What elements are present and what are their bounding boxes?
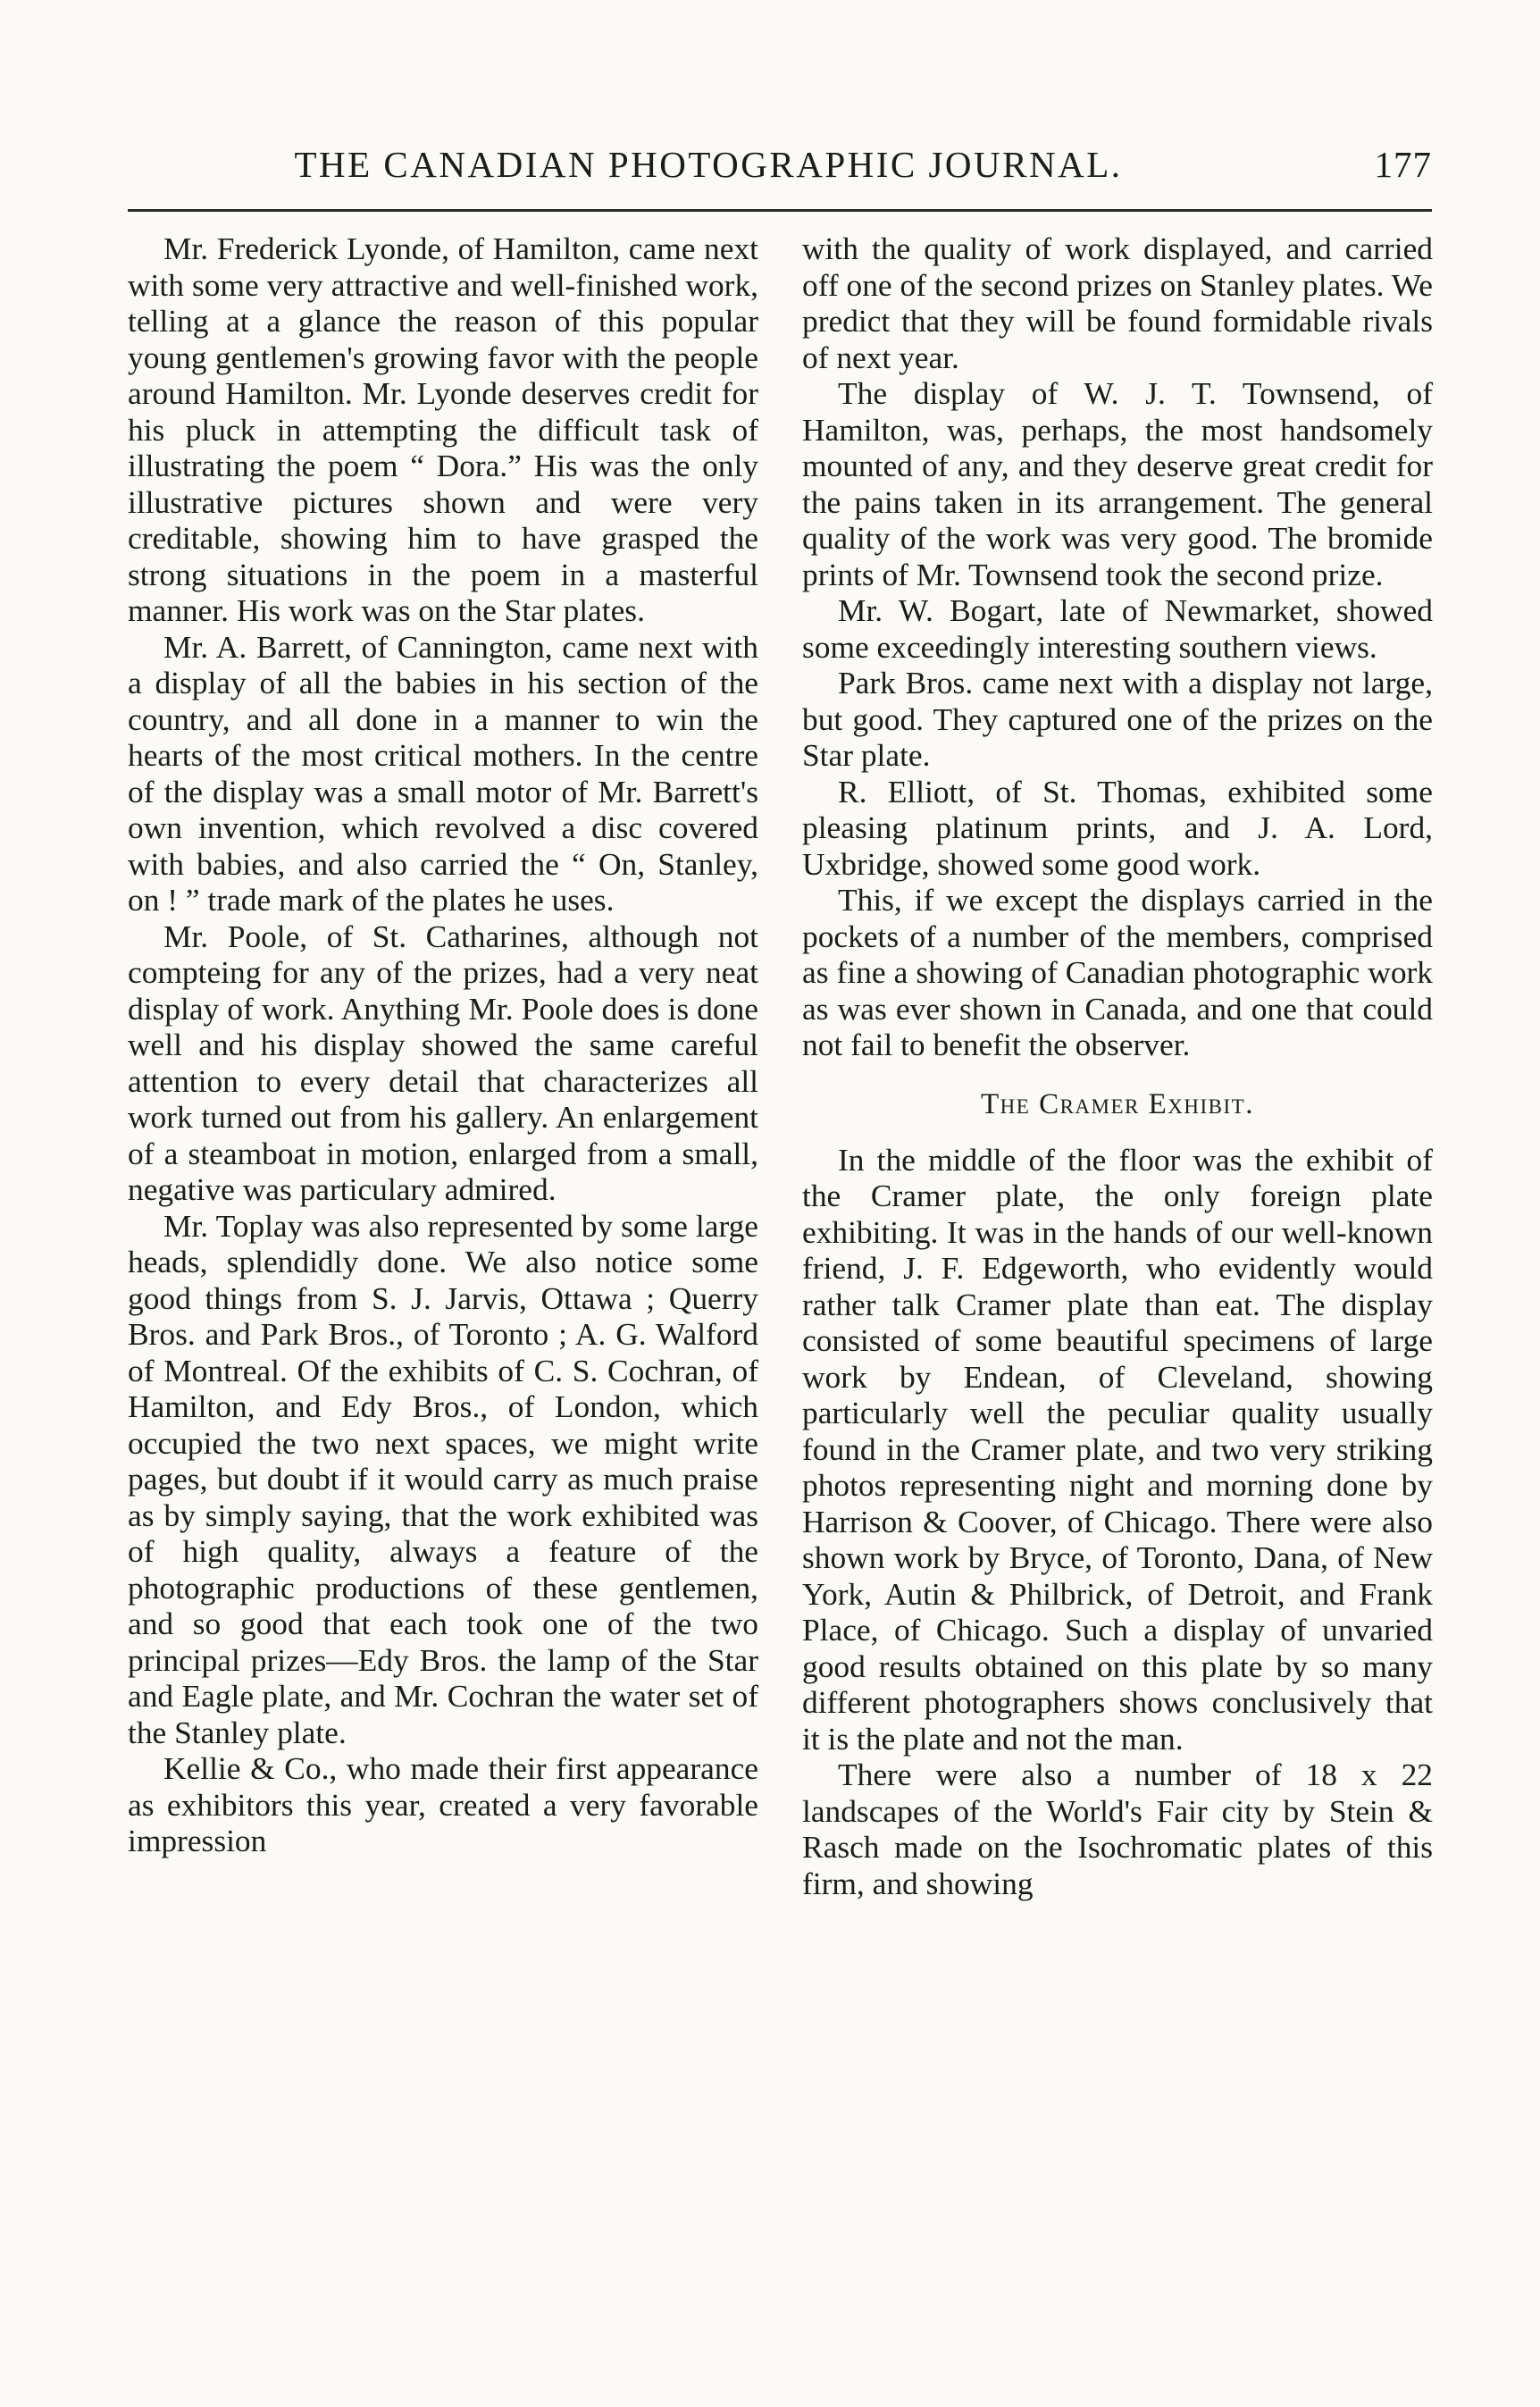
paragraph-landscapes: There were also a number of 18 x 22 landscapes of the World's Fair city by Stein & Rasch made on the Isochromatic plates of this firm, and showing [802,1757,1433,1901]
page-header [128,143,1432,191]
paragraph-cramer: In the middle of the floor was the exhibit of the Cramer plate, the only foreign plate exhibiting. It was in the hands of our well-known friend, J. F. Edgeworth, who evidently would rather talk Cramer plate than eat. The display consisted of some beautiful specimens of large work by Endean, of Cleveland, showing particularly well the peculiar quality usually found in the Cramer plate, and two very striking photos representing night and morning done by Harrison & Coover, of Chicago. There were also shown work by Bryce, of Toronto, Dana, of New York, Autin & Philbrick, of Detroit, and Frank Place, of Chicago. Such a display of unvaried good results obtained on this plate by so many different photographers shows conclusively that it is the plate and not the man. [802,1141,1433,1757]
paragraph-toplay: Mr. Toplay was also represented by some large heads, splendidly done. We also notice some good things from S. J. Jarvis, Ottawa ; Querry Bros. and Park Bros., of Toronto ; A. G. Walford of Montreal. Of the exhibits of C. S. Cochran, of Hamilton, and Edy Bros., of London, which occupied the two next spaces, we might write pages, but doubt if it would carry as much praise as by simply saying, that the work exhibited was of high quality, always a feature of the photographic productions of these gentlemen, and so good that each took one of the two principal prizes—Edy Bros. the lamp of the Star and Eagle plate, and Mr. Cochran the water set of the Stanley plate. [128,1207,758,1750]
paragraph-lyonde: Mr. Frederick Lyonde, of Hamilton, came next with some very attractive and well-finished work, telling at a glance the reason of this popular young gentlemen's growing favor with the people around Hamilton. Mr. Lyonde deserves credit for his pluck in attempting the difficult task of illustrating the poem “ Dora.” His was the only illustrative pictures shown and were very creditable, showing him to have grasped the strong situations in the poem in a masterful manner. His work was on the Star plates. [128,231,758,628]
paragraph-townsend: The display of W. J. T. Townsend, of Hamilton, was, perhaps, the most handsomely mounted of any, and they deserve great credit for the pains taken in its arrangement. The general quality of the work was very good. The bromide prints of Mr. Townsend took the second prize. [802,375,1433,592]
paragraph-poole: Mr. Poole, of St. Catharines, although not compteing for any of the prizes, had a very neat display of work. Anything Mr. Poole does is done well and his display showed the same careful attention to every detail that characterizes all work turned out from his gallery. An enlargement of a steamboat in motion, enlarged from a small, negative was particulary admired. [128,918,758,1207]
paragraph-bogart: Mr. W. Bogart, late of Newmarket, showed some exceedingly interesting southern views. [802,592,1433,665]
left-column [128,231,758,1859]
paragraph-park-bros: Park Bros. came next with a display not large, but good. They captured one of the prizes on the Star plate. [802,665,1433,773]
paragraph-elliott: R. Elliott, of St. Thomas, exhibited some pleasing platinum prints, and J. A. Lord, Uxbridge, showed some good work. [802,773,1433,882]
section-heading-cramer: The Cramer Exhibit. [981,1087,1254,1120]
running-title: THE CANADIAN PHOTOGRAPHIC JOURNAL. [294,144,1123,185]
paragraph-summary: This, if we except the displays carried in the pockets of a number of the members, comprised as fine a showing of Canadian photographic work as was ever shown in Canada, and one that could not fail to benefit the observer. [802,882,1433,1062]
paragraph-continued: with the quality of work displayed, and carried off one of the second prizes on Stanley plates. We predict that they will be found formidable rivals of next year. [802,231,1433,375]
paragraph-barrett: Mr. A. Barrett, of Cannington, came next with a display of all the babies in his section of the country, and all done in a manner to win the hearts of the most critical mothers. In the centre of the display was a small motor of Mr. Barrett's own invention, which revolved a disc covered with babies, and also carried the “ On, Stanley, on ! ” trade mark of the plates he uses. [128,628,758,918]
header-rule [128,209,1432,212]
paragraph-kellie: Kellie & Co., who made their first appearance as exhibitors this year, created a very favorable impression [128,1750,758,1858]
right-column [802,231,1433,1901]
page-number: 177 [1374,144,1432,185]
